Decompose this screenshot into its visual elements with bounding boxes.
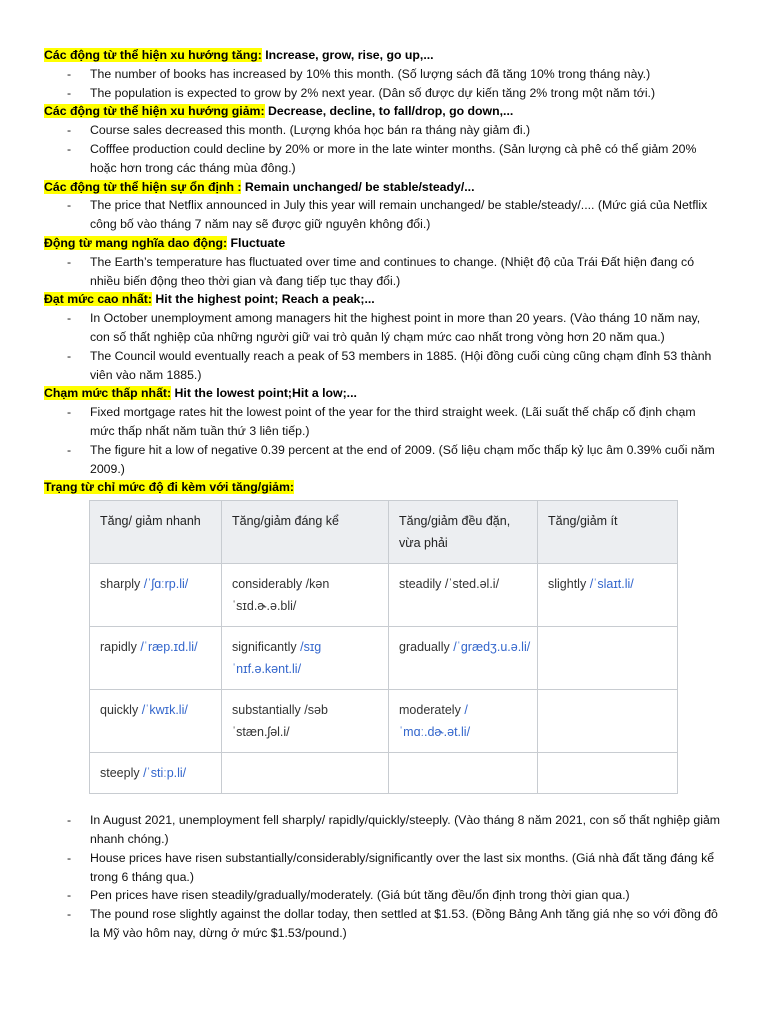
ipa-pronunciation-link[interactable]: /ˈkwɪk.li/ <box>141 703 188 718</box>
bullet-dash: - <box>67 85 72 100</box>
table-row <box>90 690 678 753</box>
section-heading <box>44 46 722 65</box>
section <box>44 384 722 478</box>
adverb-word: substantially <box>232 703 301 718</box>
example-text: The figure hit a low of negative 0.39 percent at the end of 2009. (Số liệu chạm mốc thấp kỷ lục âm 0.39% cuối năm 2009.) <box>90 442 715 476</box>
table-cell <box>222 690 389 753</box>
table-cell <box>90 564 222 627</box>
example-item <box>67 347 722 385</box>
example-list <box>44 196 722 234</box>
example-list <box>44 65 722 103</box>
table-row <box>90 564 678 627</box>
heading-terms: Increase, grow, rise, go up,... <box>265 48 434 62</box>
example-text: In August 2021, unemployment fell sharply/ rapidly/quickly/steeply. (Vào tháng 8 năm 2021, con số thất nghiệp giảm nhanh chóng.) <box>90 813 721 846</box>
section <box>44 290 722 384</box>
ipa-pronunciation-link[interactable]: /sɪɡ ˈnɪf.ə.kənt.li/ <box>232 640 322 677</box>
example-text: Pen prices have risen steadily/gradually/moderately. (Giá bút tăng đều/ổn định trong thời gian qua.) <box>90 888 630 903</box>
heading-highlight: Đạt mức cao nhất: <box>44 292 152 307</box>
table-row <box>90 627 678 690</box>
example-item <box>67 886 722 905</box>
heading-terms: Hit the highest point; Reach a peak;... <box>155 292 375 307</box>
example-text: House prices have risen substantially/considerably/significantly over the last six months. (Giá nhà đất tăng đáng kể trong 6 tháng qua.) <box>90 850 715 884</box>
heading-highlight: Các động từ thể hiện xu hướng tăng: <box>44 48 262 62</box>
bullet-dash: - <box>67 405 72 420</box>
bullet-dash: - <box>67 850 72 865</box>
example-list <box>44 253 722 291</box>
adverb-word: slightly <box>548 577 587 592</box>
heading-terms: Fluctuate <box>230 235 286 250</box>
adverb-word: quickly <box>100 703 139 718</box>
adverb-table <box>89 500 678 794</box>
adverb-word: moderately <box>399 703 461 718</box>
table-cell-empty <box>538 753 678 794</box>
table-cell <box>389 564 538 627</box>
table-cell-empty <box>222 753 389 794</box>
table-cell <box>90 753 222 794</box>
ipa-pronunciation: /səb ˈstæn.ʃəl.i/ <box>232 703 328 740</box>
heading-terms: Decrease, decline, to fall/drop, go down,... <box>268 104 514 119</box>
heading-terms: Remain unchanged/ be stable/steady/... <box>244 179 475 194</box>
bullet-dash: - <box>67 123 72 138</box>
bullet-dash: - <box>67 254 72 269</box>
ipa-pronunciation-link[interactable]: / ˈmɑː.dɚ.ət.li/ <box>399 703 471 740</box>
table-header-cell: Tăng/giảm đáng kể <box>222 501 389 564</box>
example-text: The population is expected to grow by 2% next year. (Dân số được dự kiến tăng 2% trong một năm tới.) <box>90 85 656 100</box>
adverb-word: gradually <box>399 640 450 655</box>
heading-highlight: Các động từ thể hiện sự ổn định : <box>44 179 242 194</box>
table-row <box>90 753 678 794</box>
section-heading <box>44 102 722 121</box>
example-text: Fixed mortgage rates hit the lowest point of the year for the third straight week. (Lãi suất thế chấp cố định chạm mức thấp nhất năm tuần thứ 3 liên tiếp.) <box>90 405 696 438</box>
section <box>44 478 722 497</box>
table-cell <box>222 627 389 690</box>
adverb-word: significantly <box>232 640 297 655</box>
ipa-pronunciation-link[interactable]: /ˈʃɑːrp.li/ <box>143 577 189 592</box>
bullet-dash: - <box>67 141 72 156</box>
heading-highlight: Động từ mang nghĩa dao động: <box>44 235 228 250</box>
adverb-word: sharply <box>100 577 141 592</box>
section <box>44 234 722 290</box>
example-text: In October unemployment among managers hit the highest point in more than 20 years. (Vào tháng 10 năm nay, con số thất nghiệp của những người giữ vai trò quản lý chạm mức cao nhất trong vòng hơn 20 năm qua.) <box>90 311 701 344</box>
example-item <box>67 121 722 140</box>
section <box>44 102 722 177</box>
example-list <box>44 121 722 177</box>
ipa-pronunciation-link[interactable]: /ˈɡrædʒ.u.ə.li/ <box>453 640 531 655</box>
section-heading <box>44 478 722 497</box>
example-list <box>44 309 722 384</box>
table-header-row <box>90 501 678 564</box>
section-heading <box>44 384 722 403</box>
example-item <box>67 905 722 943</box>
example-text: The Council would eventually reach a peak of 53 members in 1885. (Hội đồng cuối cùng cũng chạm đỉnh 53 thành viên vào năm 1885.) <box>90 348 712 382</box>
bullet-dash: - <box>67 907 72 922</box>
table-cell <box>90 690 222 753</box>
example-text: The number of books has increased by 10% this month. (Số lượng sách đã tăng 10% trong tháng này.) <box>90 66 651 81</box>
table-header-cell: Tăng/giảm ít <box>538 501 678 564</box>
example-item <box>67 196 722 234</box>
table-cell <box>389 627 538 690</box>
example-text: Course sales decreased this month. (Lượng khóa học bán ra tháng này giảm đi.) <box>90 123 531 138</box>
table-cell-empty <box>389 753 538 794</box>
table-cell <box>538 564 678 627</box>
heading-highlight: Các động từ thể hiện xu hướng giảm: <box>44 104 265 119</box>
adverb-word: steeply <box>100 766 140 781</box>
bullet-dash: - <box>67 66 72 81</box>
section-heading <box>44 178 722 197</box>
ipa-pronunciation-link[interactable]: /ˈslaɪt.li/ <box>589 577 634 592</box>
sections <box>44 46 722 497</box>
example-item <box>67 441 722 479</box>
table-cell-empty <box>538 690 678 753</box>
example-list <box>44 403 722 478</box>
example-text: The Earth’s temperature has fluctuated over time and continues to change. (Nhiệt độ của Trái Đất hiện đang có nhiều biến động theo thời gian và đang tiếp tục thay đổi.) <box>90 254 695 288</box>
bullet-dash: - <box>67 311 72 326</box>
adverb-word: rapidly <box>100 640 137 655</box>
table-cell-empty <box>538 627 678 690</box>
section <box>44 46 722 102</box>
table-header-cell: Tăng/ giảm nhanh <box>90 501 222 564</box>
example-text: The pound rose slightly against the dollar today, then settled at $1.53. (Đồng Bảng Anh tăng giá nhẹ so với đồng đô la Mỹ vào hôm nay, dừng ở mức $1.53/pound.) <box>90 907 718 940</box>
bullet-dash: - <box>67 348 72 363</box>
ipa-pronunciation-link[interactable]: /ˈræp.ɪd.li/ <box>140 640 198 655</box>
bullet-dash: - <box>67 442 72 457</box>
section-heading <box>44 234 722 253</box>
ipa-pronunciation: /kən ˈsɪd.ɚ.ə.bli/ <box>232 577 330 614</box>
table-cell <box>222 564 389 627</box>
heading-highlight: Trạng từ chỉ mức độ đi kèm với tăng/giảm: <box>44 480 294 495</box>
table-example-list <box>44 811 722 943</box>
example-item <box>67 84 722 103</box>
example-text: The price that Netflix announced in July this year will remain unchanged/ be stable/steady/.... (Mức giá của Netflix công bố vào tháng 7 năm nay sẽ được giữ nguyên không đổi.) <box>90 198 708 232</box>
bullet-dash: - <box>67 198 72 213</box>
section-heading <box>44 290 722 309</box>
table-cell <box>389 690 538 753</box>
table-header-cell: Tăng/giảm đều đặn, vừa phải <box>389 501 538 564</box>
example-item <box>67 811 722 849</box>
example-item <box>67 253 722 291</box>
table-body <box>90 564 678 794</box>
ipa-pronunciation-link[interactable]: /ˈstiːp.li/ <box>143 766 187 781</box>
example-item <box>67 309 722 347</box>
heading-highlight: Chạm mức thấp nhất: <box>44 386 172 401</box>
example-text: Cofffee production could decline by 20% or more in the late winter months. (Sản lượng cà phê có thể giảm 20% hoặc hơn trong các tháng mùa đông.) <box>90 141 697 175</box>
adverb-word: considerably <box>232 577 303 592</box>
example-item <box>67 849 722 887</box>
table-head <box>90 501 678 564</box>
bullet-dash: - <box>67 888 72 903</box>
adverb-word: steadily <box>399 577 442 592</box>
example-item <box>67 140 722 178</box>
heading-terms: Hit the lowest point;Hit a low;... <box>174 386 357 401</box>
bullet-dash: - <box>67 813 72 828</box>
ipa-pronunciation: /ˈsted.əl.i/ <box>444 577 500 592</box>
table-cell <box>90 627 222 690</box>
section <box>44 178 722 234</box>
example-item <box>67 403 722 441</box>
example-item <box>67 65 722 84</box>
